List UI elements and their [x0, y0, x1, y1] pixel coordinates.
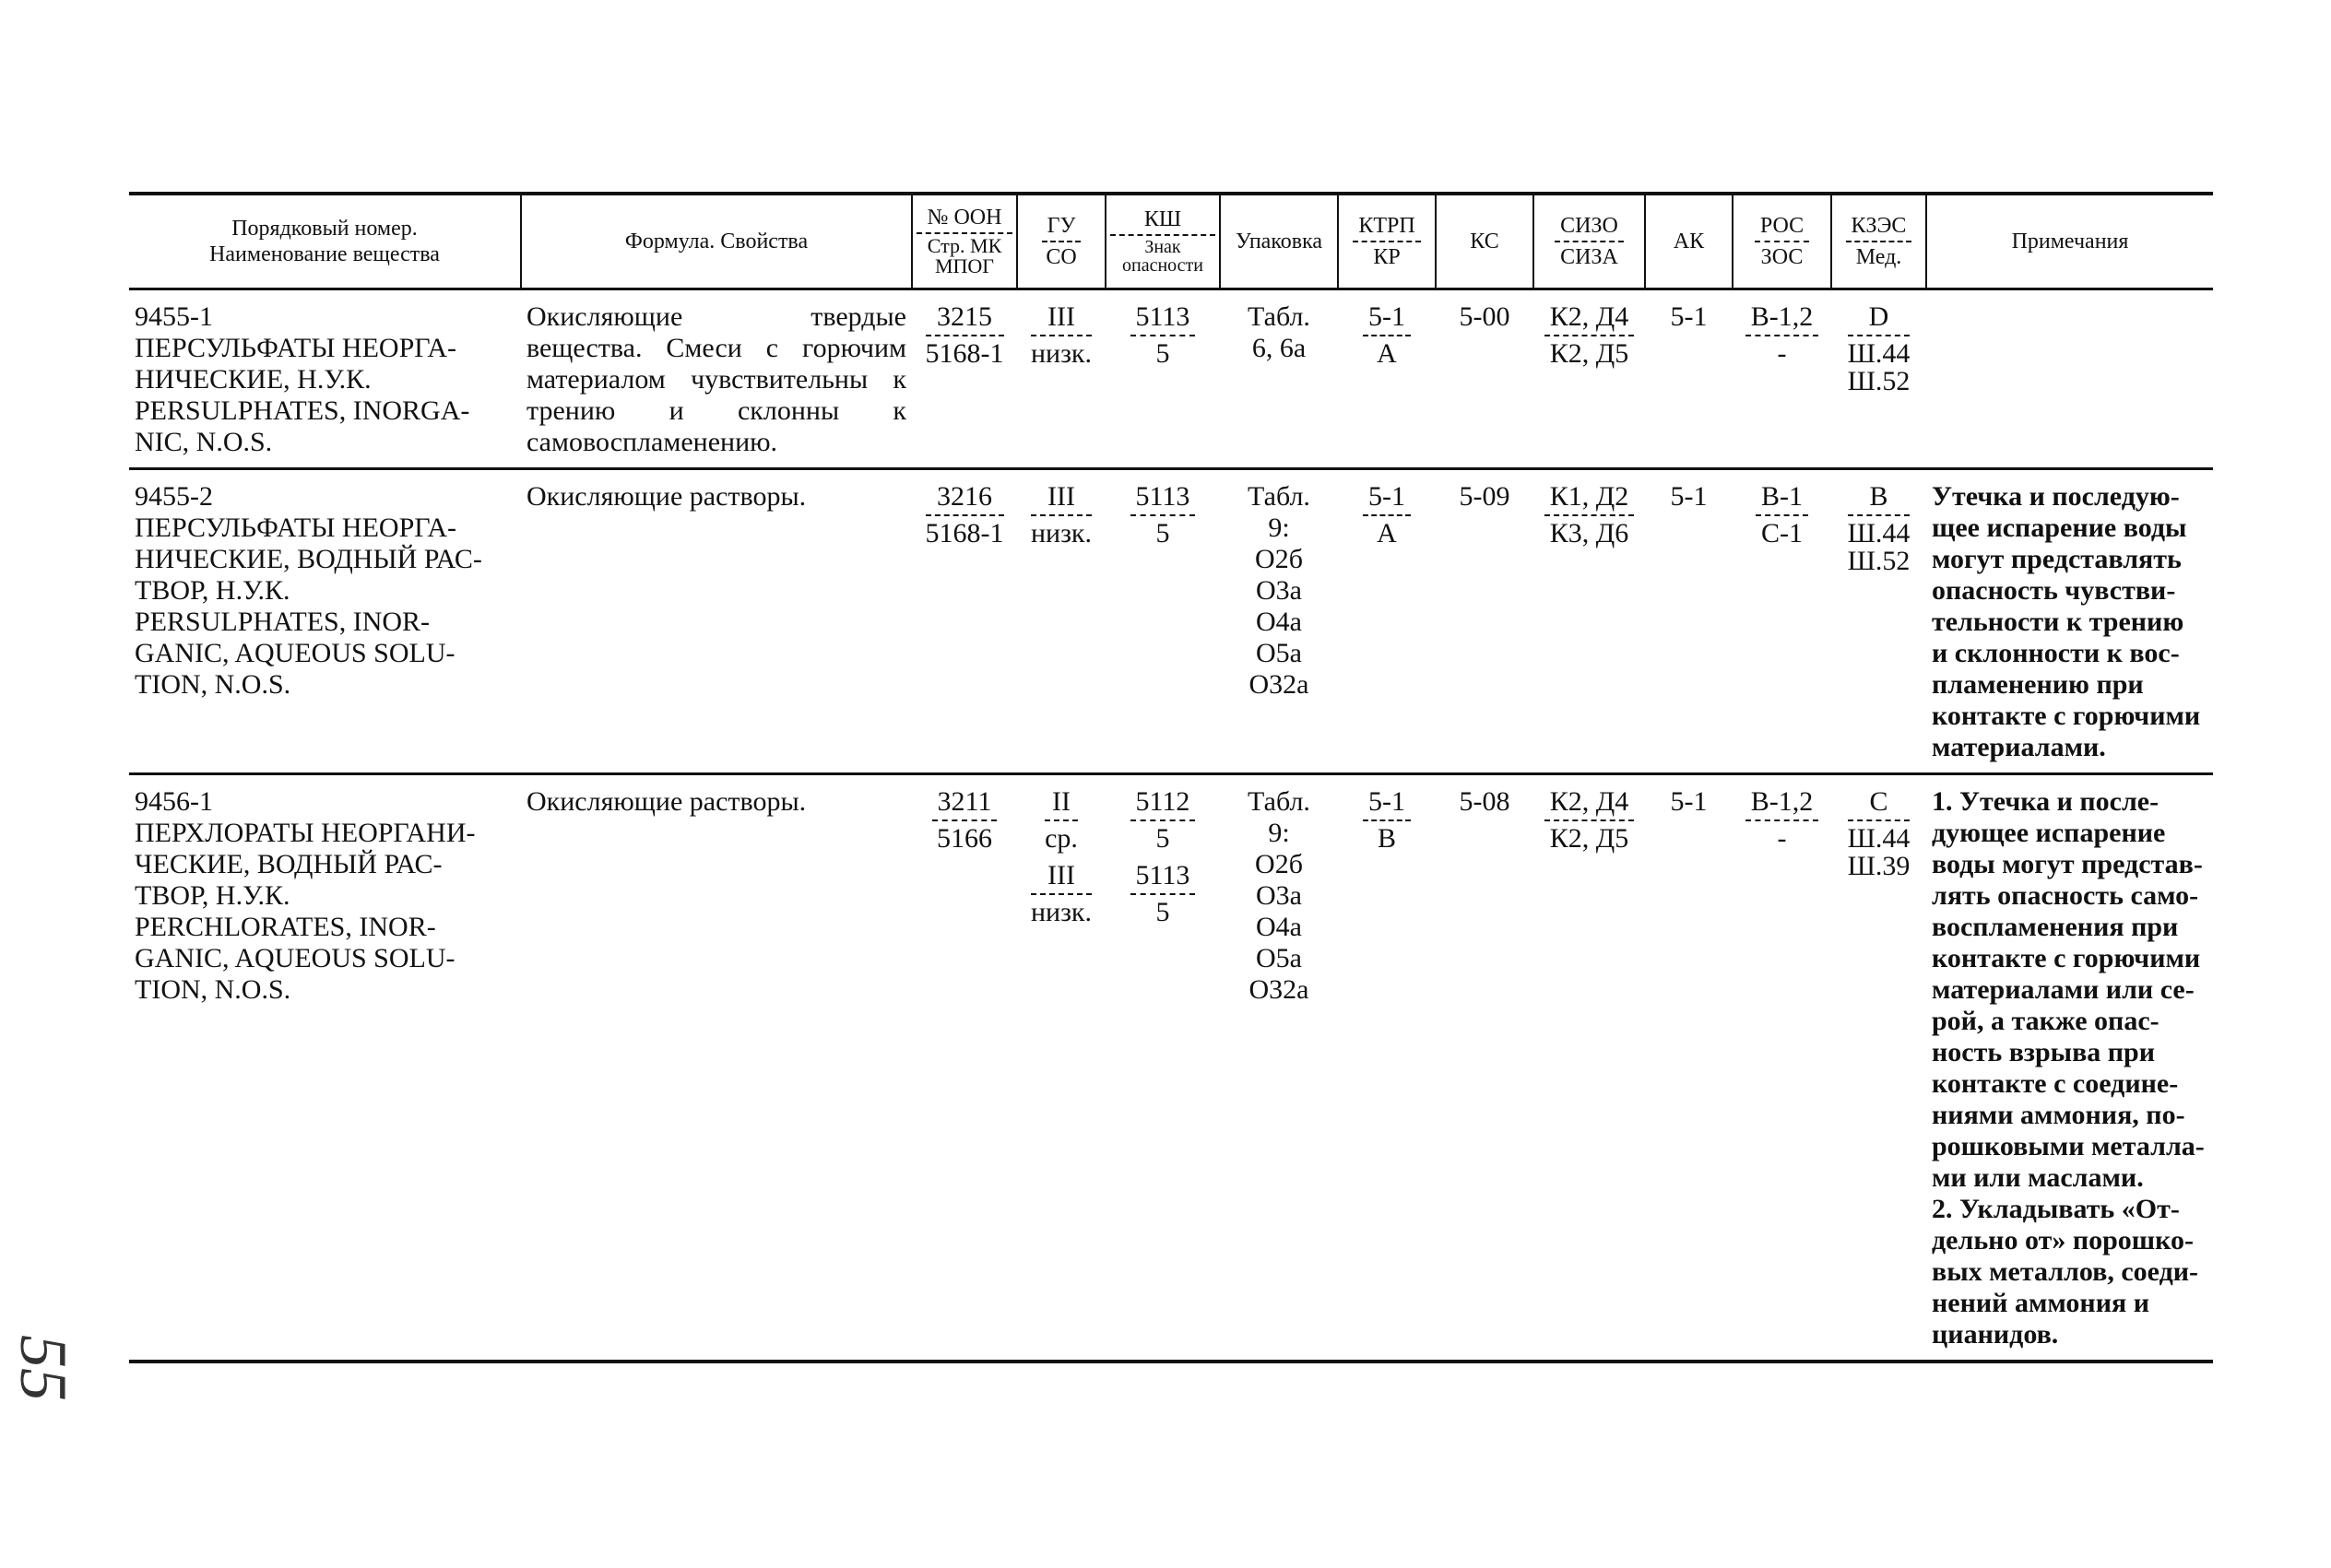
header-ktrp-top: КТРП: [1353, 213, 1420, 242]
note-line: и склонности к вос-: [1932, 638, 2180, 668]
ks-cell: 5-09: [1436, 469, 1533, 774]
header-sizo-bot: СИЗА: [1560, 245, 1618, 269]
pack-line: О32а: [1248, 974, 1309, 1005]
header-name-line: Порядковый номер.: [231, 217, 418, 241]
header-kzes-top: КЗЭС: [1846, 213, 1912, 242]
ktrp-value: 5-1: [1363, 786, 1411, 821]
header-sizo: [1533, 194, 1645, 289]
header-gu-top: ГУ: [1042, 213, 1082, 242]
header-name-line: Наименование вещества: [209, 242, 440, 266]
name-line: TION, N.O.S.: [135, 669, 291, 700]
kzes-cell: [1831, 774, 1926, 1362]
ak-cell: 5-1: [1645, 289, 1733, 469]
oon-number: 3211: [932, 786, 998, 821]
name-line: ПЕРСУЛЬФАТЫ НЕОРГА-: [135, 513, 456, 543]
ksh-cell: [1106, 289, 1220, 469]
note-line: нений аммония и: [1932, 1288, 2150, 1318]
note-line: контакте с горючими: [1932, 701, 2201, 731]
mpog-page: 5168-1: [925, 338, 1004, 369]
note-line: воды могут представ-: [1932, 849, 2203, 879]
note-line: щее испарение воды: [1932, 513, 2187, 543]
ktrp-cell: [1338, 289, 1436, 469]
so-value: низк.: [1030, 338, 1093, 369]
kr-value: В: [1377, 823, 1396, 854]
gu-cell: [1017, 289, 1106, 469]
pack-line: О3а: [1256, 575, 1302, 606]
kr-value: А: [1377, 338, 1397, 369]
note-line: опасность чувстви-: [1932, 575, 2176, 606]
med-value-2: Ш.52: [1847, 546, 1911, 576]
header-ros-bot: ЗОС: [1760, 245, 1804, 269]
notes-cell: [1926, 289, 2213, 469]
pack-line: О5а: [1256, 943, 1302, 973]
name-line: ТВОР, Н.У.К.: [135, 880, 290, 911]
ktrp-cell: [1338, 774, 1436, 1362]
name-line: ПЕРХЛОРАТЫ НЕОРГАНИ-: [135, 818, 476, 848]
so-value: низк.: [1030, 518, 1093, 548]
header-oon-top: № ООН: [917, 205, 1012, 234]
med-value: Ш.44: [1847, 518, 1911, 548]
name-line: 9456-1: [135, 786, 213, 817]
note-line: воспламенения при: [1932, 912, 2179, 942]
kzes-value: D: [1848, 301, 1911, 336]
kzes-cell: [1831, 469, 1926, 774]
header-props: Формула. Свойства: [521, 194, 912, 289]
zos-value: С-1: [1761, 518, 1803, 548]
note-line: рой, а также опас-: [1932, 1006, 2159, 1036]
substance-props: Окисляющие твердые вещества. Смеси с горючим материалом чувствительны к трению и склонны к самовоспламенению.: [521, 289, 912, 469]
note-line: материалами.: [1932, 732, 2106, 762]
ktrp-value: 5-1: [1363, 301, 1411, 336]
pack-line: О5а: [1256, 638, 1302, 668]
ksh-cell: [1106, 469, 1220, 774]
name-line: TION, N.O.S.: [135, 974, 291, 1005]
kzes-cell: [1831, 289, 1926, 469]
pack-line: О2б: [1255, 849, 1303, 879]
zos-value: -: [1777, 823, 1787, 854]
gu-value: II: [1045, 786, 1078, 821]
header-ros-top: РОС: [1755, 213, 1809, 242]
pack-cell: [1220, 469, 1338, 774]
oon-number: 3216: [926, 481, 1004, 516]
note-line: контакте с соедине-: [1932, 1068, 2179, 1099]
substance-props: Окисляющие растворы.: [521, 469, 912, 774]
header-oon: [912, 194, 1017, 289]
header-ks: КС: [1436, 194, 1533, 289]
gu-cell: [1017, 469, 1106, 774]
name-line: GANIC, AQUEOUS SOLU-: [135, 943, 456, 973]
name-line: ТВОР, Н.У.К.: [135, 575, 290, 606]
kzes-value: В: [1848, 481, 1911, 516]
mpog-page: 5166: [936, 823, 992, 854]
substance-props: Окисляющие растворы.: [521, 774, 912, 1362]
pack-line: Табл.: [1248, 301, 1310, 332]
ros-cell: [1733, 774, 1831, 1362]
pack-cell: [1220, 289, 1338, 469]
header-kzes: [1831, 194, 1926, 289]
sizo-value: К2, Д4: [1544, 301, 1634, 336]
gu-cell: [1017, 774, 1106, 1362]
header-notes: Примечания: [1926, 194, 2213, 289]
med-value-2: Ш.39: [1847, 851, 1911, 881]
hazard-sign: 5: [1155, 823, 1170, 854]
note-line: рошковыми металла-: [1932, 1131, 2205, 1161]
header-ros: [1733, 194, 1831, 289]
note-line: ность взрыва при: [1932, 1037, 2156, 1067]
pack-line: 9:: [1268, 513, 1290, 543]
name-line: GANIC, AQUEOUS SOLU-: [135, 638, 456, 668]
kr-value: А: [1377, 518, 1397, 548]
page-number: 55: [6, 1335, 80, 1401]
zos-value: -: [1777, 338, 1787, 369]
kzes-value: С: [1848, 786, 1911, 821]
hazard-sign: 5: [1155, 518, 1170, 548]
substance-name: [129, 774, 521, 1362]
name-line: ПЕРСУЛЬФАТЫ НЕОРГА-: [135, 333, 456, 363]
header-kzes-bot: Мед.: [1855, 245, 1902, 269]
note-line: пламенению при: [1932, 669, 2144, 700]
oon-cell: [912, 469, 1017, 774]
ros-cell: [1733, 289, 1831, 469]
note-line: могут представлять: [1932, 544, 2182, 574]
hazard-sign-2: 5: [1155, 897, 1170, 927]
ros-cell: [1733, 469, 1831, 774]
ks-cell: 5-08: [1436, 774, 1533, 1362]
table-row: [129, 774, 2213, 1362]
substance-name: [129, 469, 521, 774]
pack-line: О32а: [1248, 669, 1309, 700]
header-ak: АК: [1645, 194, 1733, 289]
ks-cell: 5-00: [1436, 289, 1533, 469]
note-line: тельности к трению: [1932, 607, 2184, 637]
ksh-value: 5112: [1130, 786, 1196, 821]
notes-cell: [1926, 469, 2213, 774]
sizo-value: К2, Д4: [1544, 786, 1634, 821]
header-ksh: [1106, 194, 1220, 289]
header-ktrp: [1338, 194, 1436, 289]
ak-cell: 5-1: [1645, 774, 1733, 1362]
name-line: 9455-2: [135, 481, 213, 512]
note-line: цианидов.: [1932, 1319, 2059, 1350]
note-line: вых металлов, соеди-: [1932, 1256, 2199, 1287]
name-line: PERSULPHATES, INORGA-: [135, 395, 470, 426]
note-line: 1. Утечка и после-: [1932, 786, 2159, 817]
ksh-value-2: 5113: [1130, 860, 1196, 895]
ak-cell: 5-1: [1645, 469, 1733, 774]
gu-value: III: [1031, 481, 1092, 516]
pack-line: 6, 6а: [1251, 333, 1307, 363]
name-line: NIC, N.O.S.: [135, 427, 273, 457]
gu-value: III: [1031, 301, 1092, 336]
ros-value: В-1,2: [1745, 786, 1819, 821]
note-line: лять опасность само-: [1932, 880, 2199, 911]
note-line: ми или маслами.: [1932, 1162, 2144, 1193]
pack-line: 9:: [1268, 818, 1290, 848]
pack-cell: [1220, 774, 1338, 1362]
pack-line: О4а: [1256, 607, 1302, 637]
header-ksh-bot: Знак опасности: [1122, 236, 1203, 276]
name-line: 9455-1: [135, 301, 213, 332]
sizo-value: К1, Д2: [1544, 481, 1634, 516]
header-pack: Упаковка: [1220, 194, 1338, 289]
siza-value: К2, Д5: [1549, 823, 1629, 854]
notes-cell: [1926, 774, 2213, 1362]
name-line: PERSULPHATES, INOR-: [135, 607, 431, 637]
header-ksh-top: КШ: [1110, 206, 1215, 236]
name-line: ЧЕСКИЕ, ВОДНЫЙ РАС-: [135, 849, 443, 879]
note-line: Утечка и последую-: [1932, 481, 2180, 512]
pack-line: О3а: [1256, 880, 1302, 911]
ksh-value: 5113: [1130, 301, 1196, 336]
ksh-cell: [1106, 774, 1220, 1362]
pack-line: Табл.: [1248, 481, 1310, 512]
hazard-sign: 5: [1155, 338, 1170, 369]
oon-number: 3215: [926, 301, 1004, 336]
so-value-2: низк.: [1030, 897, 1093, 927]
so-value: ср.: [1045, 823, 1078, 854]
siza-value: К2, Д5: [1549, 338, 1629, 369]
med-value: Ш.44: [1847, 823, 1911, 854]
note-line: дующее испарение: [1932, 818, 2166, 848]
ktrp-value: 5-1: [1363, 481, 1411, 516]
name-line: НИЧЕСКИЕ, Н.У.К.: [135, 364, 372, 395]
header-name: [129, 194, 521, 289]
header-gu-bot: СО: [1046, 245, 1077, 269]
ros-value: В-1: [1756, 481, 1808, 516]
med-value: Ш.44: [1847, 338, 1911, 369]
header-oon-bot: Стр. МК МПОГ: [927, 233, 1002, 277]
table-row: [129, 289, 2213, 469]
substance-name: [129, 289, 521, 469]
pack-line: О4а: [1256, 912, 1302, 942]
ktrp-cell: [1338, 469, 1436, 774]
table-row: [129, 469, 2213, 774]
note-line: дельно от» порошко-: [1932, 1225, 2194, 1256]
med-value-2: Ш.52: [1847, 366, 1911, 396]
header-ktrp-bot: КР: [1373, 245, 1401, 269]
pack-line: О2б: [1255, 544, 1303, 574]
table-header-row: [129, 194, 2213, 289]
sizo-cell: [1533, 469, 1645, 774]
siza-value: К3, Д6: [1549, 518, 1629, 548]
name-line: PERCHLORATES, INOR-: [135, 912, 436, 942]
substances-table: [129, 192, 2213, 1363]
oon-cell: [912, 289, 1017, 469]
note-line: 2. Укладывать «От-: [1932, 1194, 2180, 1224]
note-line: контакте с горючими: [1932, 943, 2201, 973]
sizo-cell: [1533, 289, 1645, 469]
header-gu: [1017, 194, 1106, 289]
header-sizo-top: СИЗО: [1555, 213, 1624, 242]
mpog-page: 5168-1: [925, 518, 1004, 548]
ros-value: В-1,2: [1745, 301, 1819, 336]
note-line: материалами или се-: [1932, 974, 2195, 1005]
name-line: НИЧЕСКИЕ, ВОДНЫЙ РАС-: [135, 544, 482, 574]
sizo-cell: [1533, 774, 1645, 1362]
ksh-value: 5113: [1130, 481, 1196, 516]
pack-line: Табл.: [1248, 786, 1310, 817]
oon-cell: [912, 774, 1017, 1362]
note-line: ниями аммония, по-: [1932, 1100, 2185, 1130]
gu-value-2: III: [1031, 860, 1092, 895]
